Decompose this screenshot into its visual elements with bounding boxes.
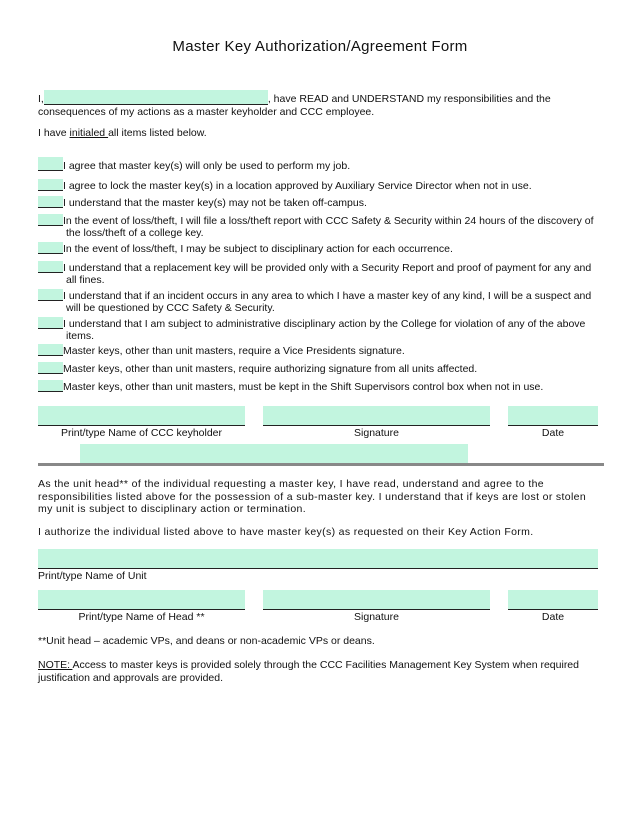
page-title: Master Key Authorization/Agreement Form: [172, 38, 468, 55]
item-text: Master keys, other than unit masters, must be kept in the Shift Supervisors control box when not in use.: [63, 381, 544, 393]
underline: [508, 425, 598, 426]
note: [38, 659, 598, 684]
initials-field[interactable]: [38, 214, 63, 226]
initials-field[interactable]: [38, 157, 63, 171]
list-item: [38, 157, 600, 172]
note-text: Access to master keys is provided solely through the CCC Facilities Management Key System when required justification and approvals are provided.: [38, 659, 579, 684]
item-text: Master keys, other than unit masters, require authorizing signature from all units affected.: [63, 363, 478, 375]
footnote: **Unit head – academic VPs, and deans or non-academic VPs or deans.: [38, 635, 375, 647]
keyholder-date-caption: Date: [541, 427, 565, 439]
keyholder-signature-caption: Signature: [354, 427, 399, 439]
authorize-line: I authorize the individual listed above to have master key(s) as requested on their Key Action Form.: [38, 526, 534, 538]
intro-statement: [38, 90, 598, 118]
list-item: [38, 214, 600, 239]
item-text-cont: the loss/theft of a college key.: [66, 227, 204, 239]
underline: [38, 568, 598, 569]
list-item: [38, 344, 600, 357]
item-text: Master keys, other than unit masters, require a Vice Presidents signature.: [63, 345, 405, 357]
item-text-cont: items.: [66, 330, 95, 342]
item-text-cont: all fines.: [66, 274, 105, 286]
underline: [263, 425, 490, 426]
keyholder-name-field[interactable]: [38, 406, 245, 425]
item-text: I agree to lock the master key(s) in a location approved by Auxiliary Service Director when not in use.: [63, 180, 532, 192]
initials-field[interactable]: [38, 344, 63, 356]
unit-name-caption: Print/type Name of Unit: [38, 570, 147, 582]
underline: [38, 425, 245, 426]
initials-field[interactable]: [38, 196, 63, 208]
list-item: [38, 317, 600, 342]
list-item: [38, 196, 600, 209]
item-text-cont: will be questioned by CCC Safety & Security.: [66, 302, 275, 314]
list-item: [38, 261, 600, 286]
head-name-caption: Print/type Name of Head **: [78, 611, 205, 623]
initials-field[interactable]: [38, 362, 63, 374]
initials-field[interactable]: [38, 289, 63, 301]
list-item: [38, 362, 600, 375]
keyholder-date-field[interactable]: [508, 406, 598, 425]
initials-field[interactable]: [38, 261, 63, 273]
intro-suffix: , have READ and UNDERSTAND my responsibilities and the: [267, 93, 551, 105]
head-date-field[interactable]: [508, 590, 598, 609]
keyholder-signature-field[interactable]: [263, 406, 490, 425]
item-text: I understand that a replacement key will be provided only with a Security Report and proof of payment for any and: [63, 262, 592, 274]
intro-prefix: I,: [38, 93, 44, 105]
item-text: In the event of loss/theft, I may be subject to disciplinary action for each occurrence.: [63, 243, 453, 255]
intro-line2: consequences of my actions as a master keyholder and CCC employee.: [38, 105, 375, 118]
item-text: I understand that I am subject to administrative disciplinary action by the College for violation of any of the above: [63, 318, 586, 330]
item-text: In the event of loss/theft, I will file a loss/theft report with CCC Safety & Security within 24 hours of the discovery of: [63, 215, 594, 227]
unit-head-paragraph: As the unit head** of the individual requesting a master key, I have read, understand and agree to the responsibilities listed above for the possession of a sub-master key. I understand that if keys are lost or stolen my unit is subject to disciplinary action or termination.: [38, 478, 587, 515]
item-text: I agree that master key(s) will only be used to perform my job.: [63, 160, 351, 172]
list-item: [38, 380, 600, 393]
head-name-field[interactable]: [38, 590, 245, 609]
initialed-before: I have: [38, 127, 70, 139]
underline: [263, 609, 490, 610]
head-date-caption: Date: [541, 611, 565, 623]
additional-field[interactable]: [80, 444, 468, 463]
initials-field[interactable]: [38, 317, 63, 329]
list-item: [38, 242, 600, 255]
initials-field[interactable]: [38, 380, 63, 392]
initialed-statement: [38, 127, 598, 140]
keyholder-name-caption: Print/type Name of CCC keyholder: [60, 427, 223, 439]
initials-field[interactable]: [38, 179, 63, 191]
head-signature-caption: Signature: [354, 611, 399, 623]
list-item: [38, 179, 600, 192]
underline: [508, 609, 598, 610]
list-item: [38, 289, 600, 314]
item-text: I understand that the master key(s) may not be taken off-campus.: [63, 197, 367, 209]
initialed-word: initialed: [69, 127, 109, 139]
underline: [38, 609, 245, 610]
note-label: NOTE:: [38, 659, 73, 671]
section-divider: [38, 463, 604, 466]
head-signature-field[interactable]: [263, 590, 490, 609]
initials-field[interactable]: [38, 242, 63, 254]
item-text: I understand that if an incident occurs in any area to which I have a master key of any kind, I will be a suspect and: [63, 290, 592, 302]
employee-name-field[interactable]: [44, 90, 268, 105]
initialed-after: all items listed below.: [108, 127, 207, 139]
unit-name-field[interactable]: [38, 549, 598, 568]
